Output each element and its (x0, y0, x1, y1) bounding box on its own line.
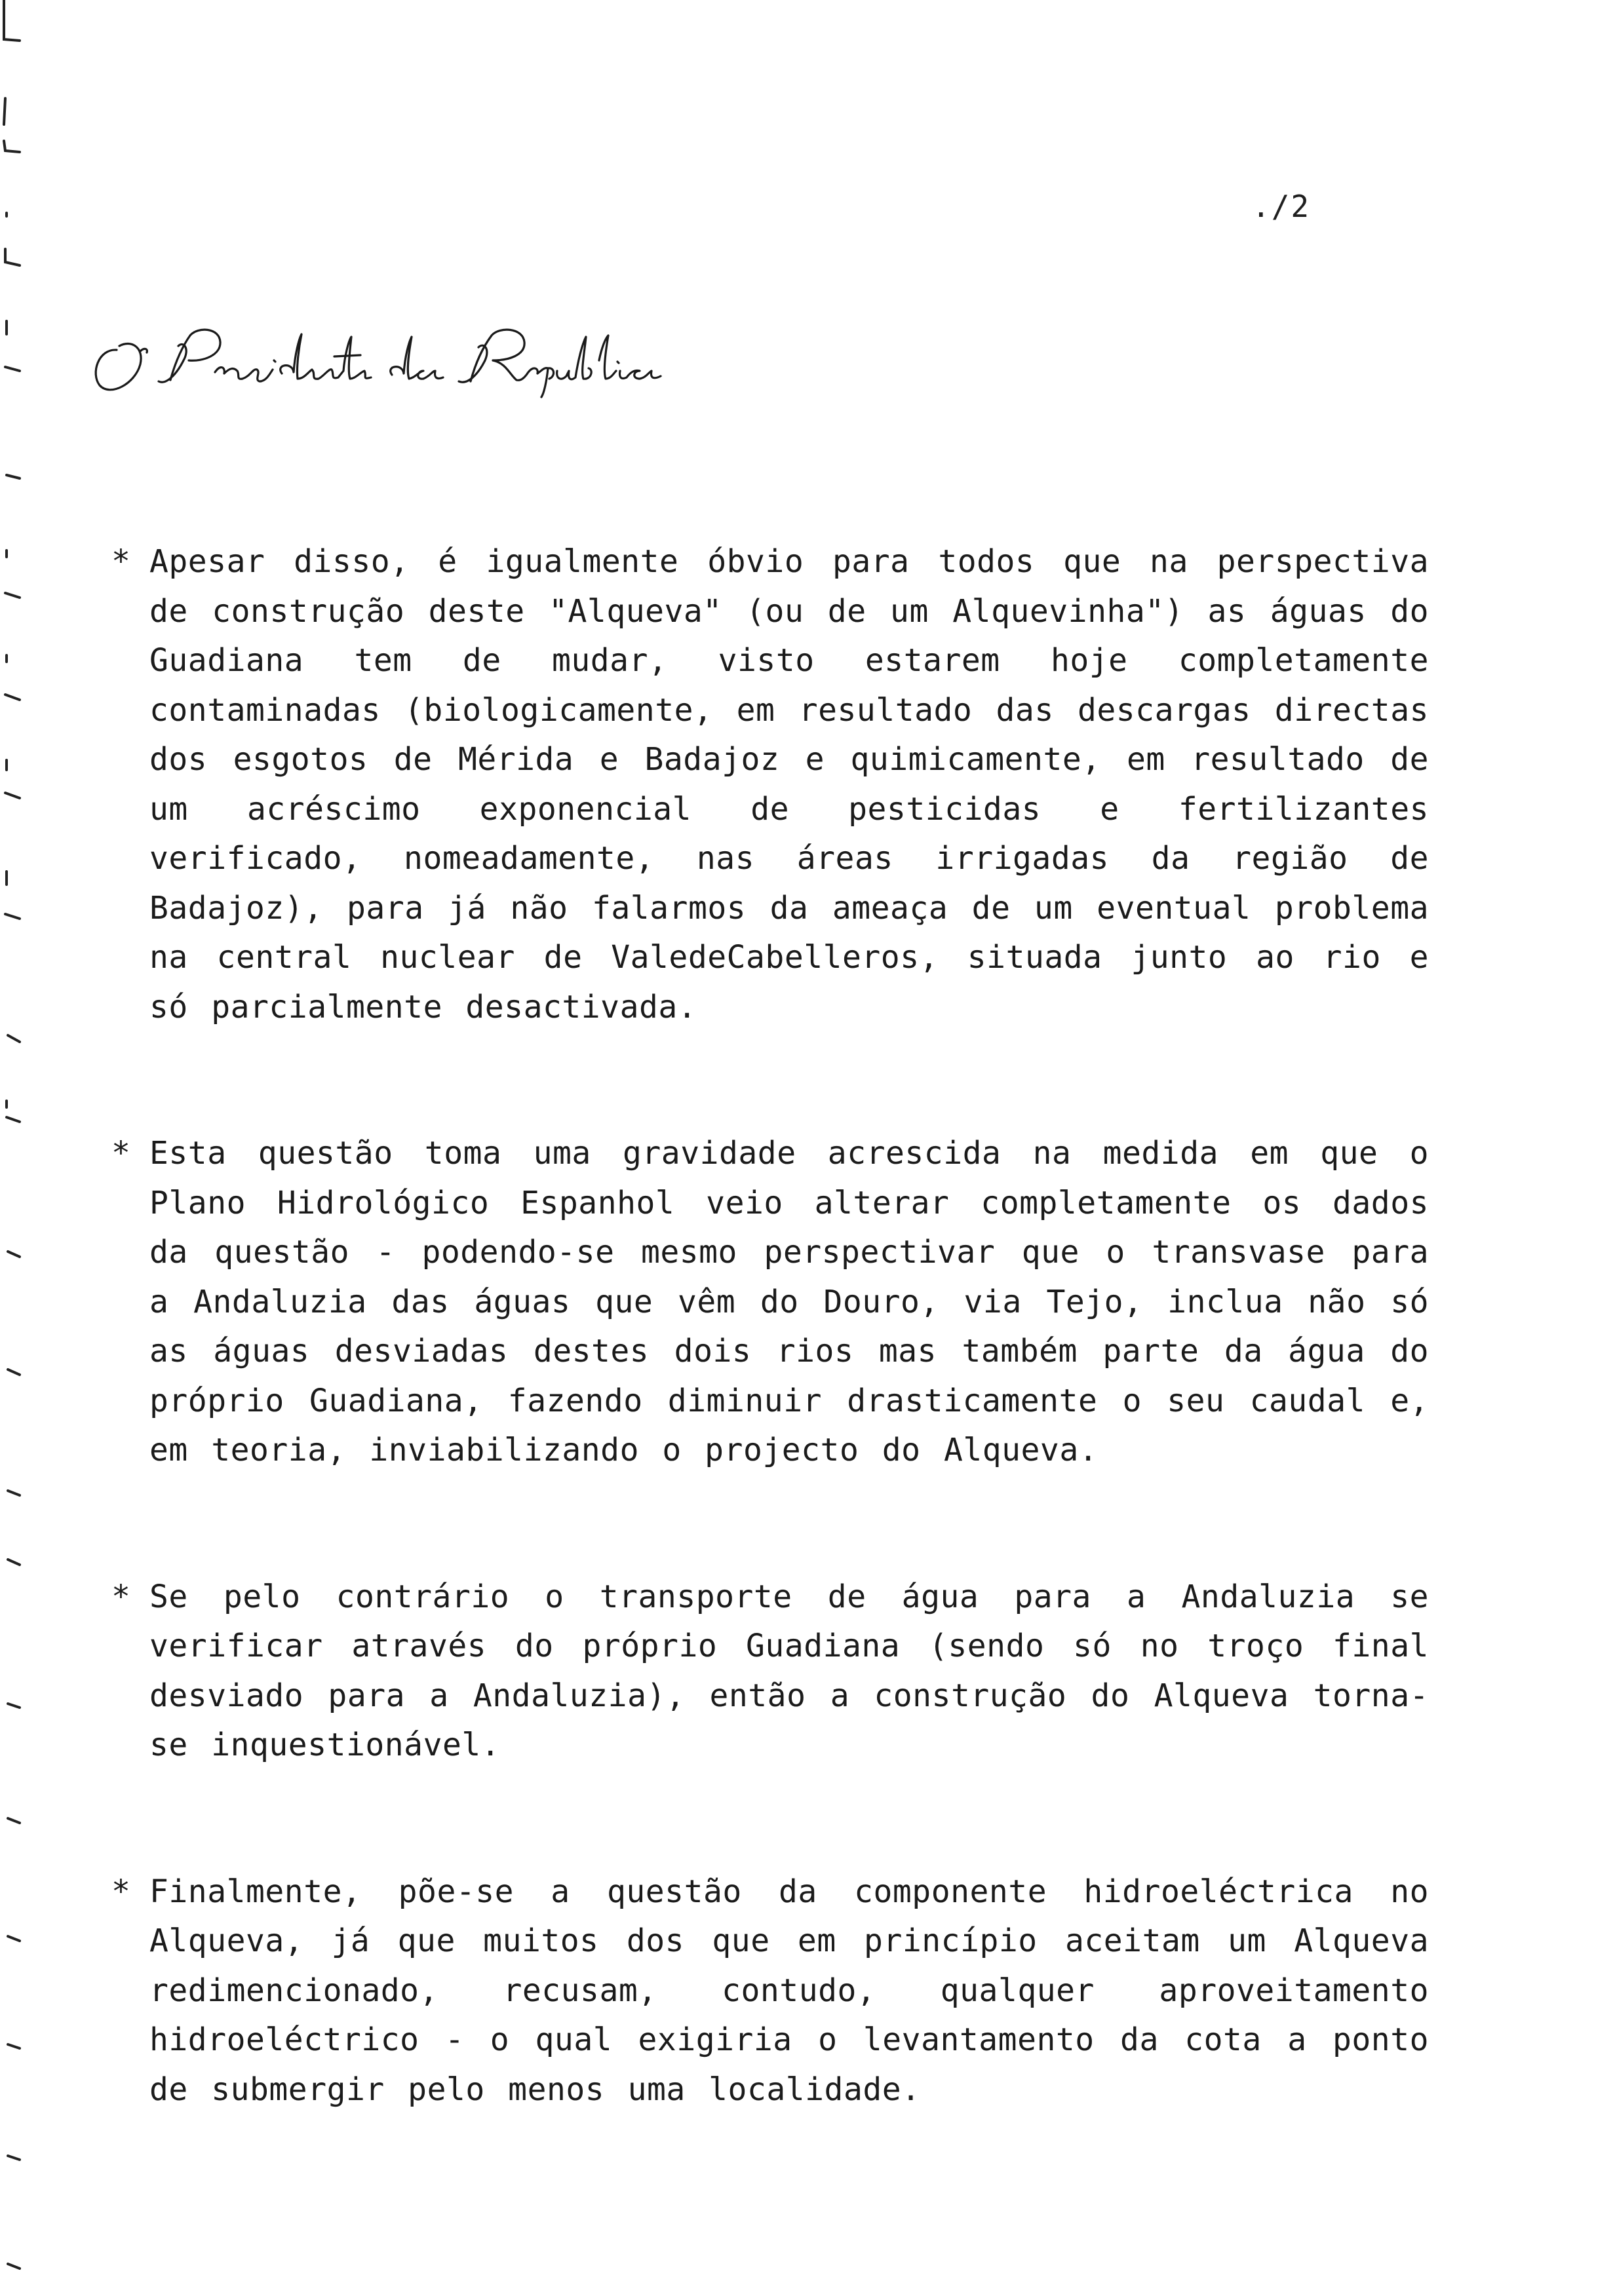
paragraph-4 (111, 1867, 1429, 2115)
bullet-asterisk: * (111, 1873, 131, 1910)
bullet-asterisk: * (111, 543, 131, 580)
letterhead-script (85, 308, 675, 400)
binding-edge-marks (0, 0, 26, 2296)
bullet-asterisk: * (111, 1578, 131, 1615)
paragraph-text: Finalmente, põe-se a questão da componente hidroeléctrica no Alqueva, já que muitos dos que em princípio aceitam um Alqueva redimencionado, recusam, contudo, qualquer aproveitamento hidroeléctrico - o qual exigiria o levantamento da cota a ponto de submergir pelo menos uma localidade. (149, 1873, 1429, 2108)
paragraph-3 (111, 1573, 1429, 1770)
paragraph-text: Se pelo contrário o transporte de água para a Andaluzia se verificar através do próprio Guadiana (sendo só no troço final desviado para a Andaluzia), então a construção do Alqueva torna-se inquestionável. (149, 1578, 1429, 1763)
bullet-asterisk: * (111, 1135, 131, 1172)
paragraph-1 (111, 537, 1429, 1032)
paragraph-text: Esta questão toma uma gravidade acrescida na medida em que o Plano Hidrológico Espanhol veio alterar completamente os dados da questão - podendo-se mesmo perspectivar que o transvase para a Andaluzia das águas que vêm do Douro, via Tejo, inclua não só as águas desviadas destes dois rios mas também parte da água do próprio Guadiana, fazendo diminuir drasticamente o seu caudal e, em teoria, inviabilizando o projecto do Alqueva. (149, 1135, 1429, 1468)
page-number: ./2 (1252, 189, 1311, 224)
document-body (111, 537, 1429, 2211)
paragraph-text: Apesar disso, é igualmente óbvio para todos que na perspectiva de construção deste "Alqueva" (ou de um Alquevinha") as águas do Guadiana tem de mudar, visto estarem hoje completamente contaminadas (biologicamente, em resultado das descargas directas dos esgotos de Mérida e Badajoz e quimicamente, em resultado de um acréscimo exponencial de pesticidas e fertilizantes verificado, nomeadamente, nas áreas irrigadas da região de Badajoz), para já não falarmos da ameaça de um eventual problema na central nuclear de ValedeCabelleros, situada junto ao rio e só parcialmente desactivada. (149, 543, 1429, 1025)
letterhead-script-drawing (85, 308, 675, 400)
paragraph-2 (111, 1129, 1429, 1476)
